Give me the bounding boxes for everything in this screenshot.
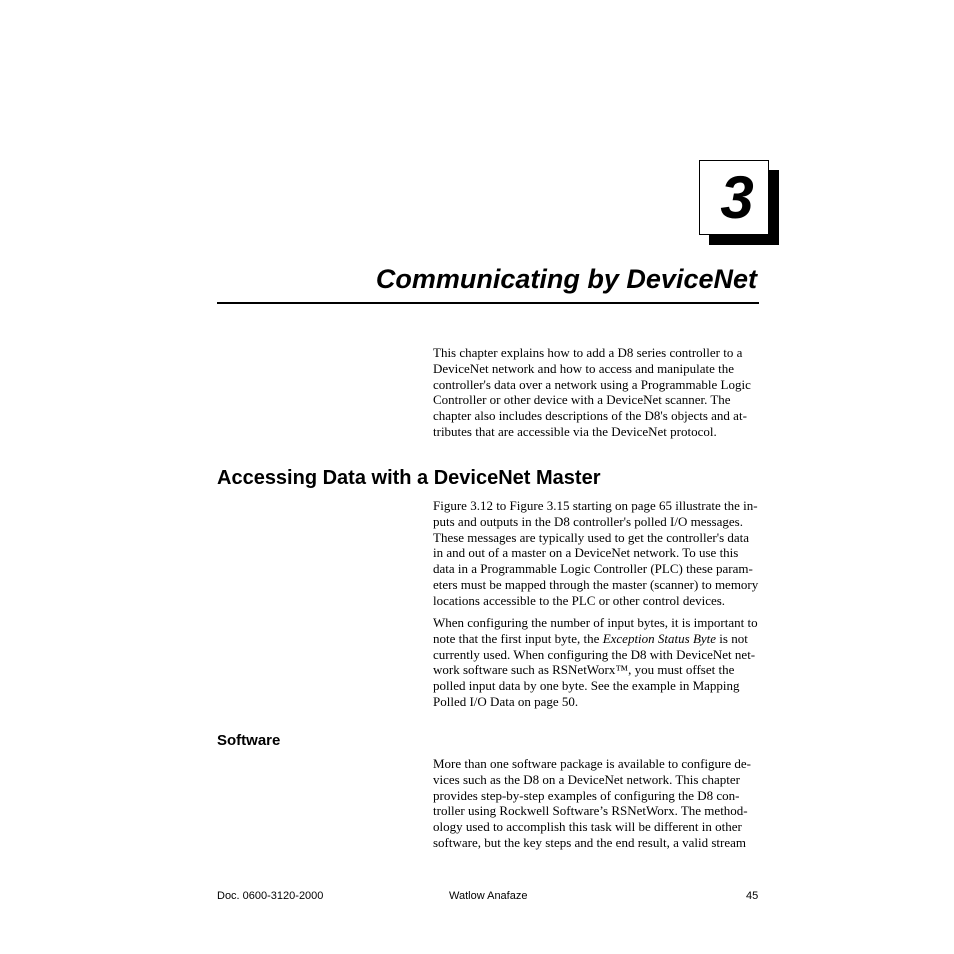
- chapter-number: 3: [720, 164, 754, 231]
- section1-paragraph-2: [433, 615, 767, 710]
- text-line: puts and outputs in the D8 controller's polled I/O messages.: [433, 513, 743, 529]
- section-heading-accessing-data: Accessing Data with a DeviceNet Master: [217, 467, 601, 489]
- footer-page-number: 45: [746, 890, 759, 902]
- text-line: ology used to accomplish this task will be different in other: [433, 819, 742, 835]
- text-line: DeviceNet network and how to access and manipulate the: [433, 360, 735, 376]
- text-line: These messages are typically used to get the controller's data: [433, 529, 750, 545]
- chapter-title: Communicating by DeviceNet: [375, 264, 757, 294]
- emphasized-term: Exception Status Byte: [602, 630, 717, 646]
- text-line: vices such as the D8 on a DeviceNet network. This chapter: [433, 771, 740, 787]
- text-line: locations accessible to the PLC or other control devices.: [433, 592, 726, 608]
- intro-paragraph: [433, 345, 767, 440]
- text-line: controller's data over a network using a Programmable Logic: [433, 376, 751, 392]
- section1-paragraph-1: [433, 498, 767, 609]
- footer-company: Watlow Anafaze: [449, 890, 528, 902]
- text-line: [433, 631, 767, 647]
- text-line: tributes that are accessible via the DeviceNet protocol.: [433, 423, 717, 439]
- text-line: currently used. When configuring the D8 with DeviceNet net-: [433, 646, 756, 662]
- text-line: Figure 3.12 to Figure 3.15 starting on page 65 illustrate the in-: [433, 498, 758, 513]
- section-heading-software: Software: [217, 732, 281, 749]
- text-line: chapter also includes descriptions of the D8's objects and at-: [433, 408, 747, 424]
- text-line: This chapter explains how to add a D8 series controller to a: [433, 345, 743, 360]
- text-line: provides step-by-step examples of configuring the D8 con-: [433, 787, 740, 803]
- title-rule: [217, 302, 759, 304]
- section2-paragraph: [433, 756, 767, 851]
- text-segment: is not: [716, 630, 748, 646]
- text-line: Controller or other device with a DeviceNet scanner. The: [433, 392, 731, 408]
- text-line: software, but the key steps and the end result, a valid stream: [433, 834, 746, 850]
- chapter-number-box: [699, 160, 769, 235]
- text-line: data in a Programmable Logic Controller (PLC) these param-: [433, 561, 753, 577]
- text-line: in and out of a master on a DeviceNet network. To use this: [433, 545, 739, 561]
- text-line: eters must be mapped through the master (scanner) to memory: [433, 576, 759, 592]
- text-line: More than one software package is available to configure de-: [433, 756, 752, 771]
- text-line: troller using Rockwell Software’s RSNetWorx. The method-: [433, 803, 748, 819]
- text-line: work software such as RSNetWorx™, you must offset the: [433, 662, 735, 678]
- text-segment: note that the first input byte, the: [433, 630, 603, 646]
- text-line: When configuring the number of input bytes, it is important to: [433, 615, 758, 630]
- text-line: polled input data by one byte. See the example in Mapping: [433, 678, 740, 694]
- footer-doc-number: Doc. 0600-3120-2000: [217, 890, 324, 902]
- text-line: Polled I/O Data on page 50.: [433, 693, 579, 709]
